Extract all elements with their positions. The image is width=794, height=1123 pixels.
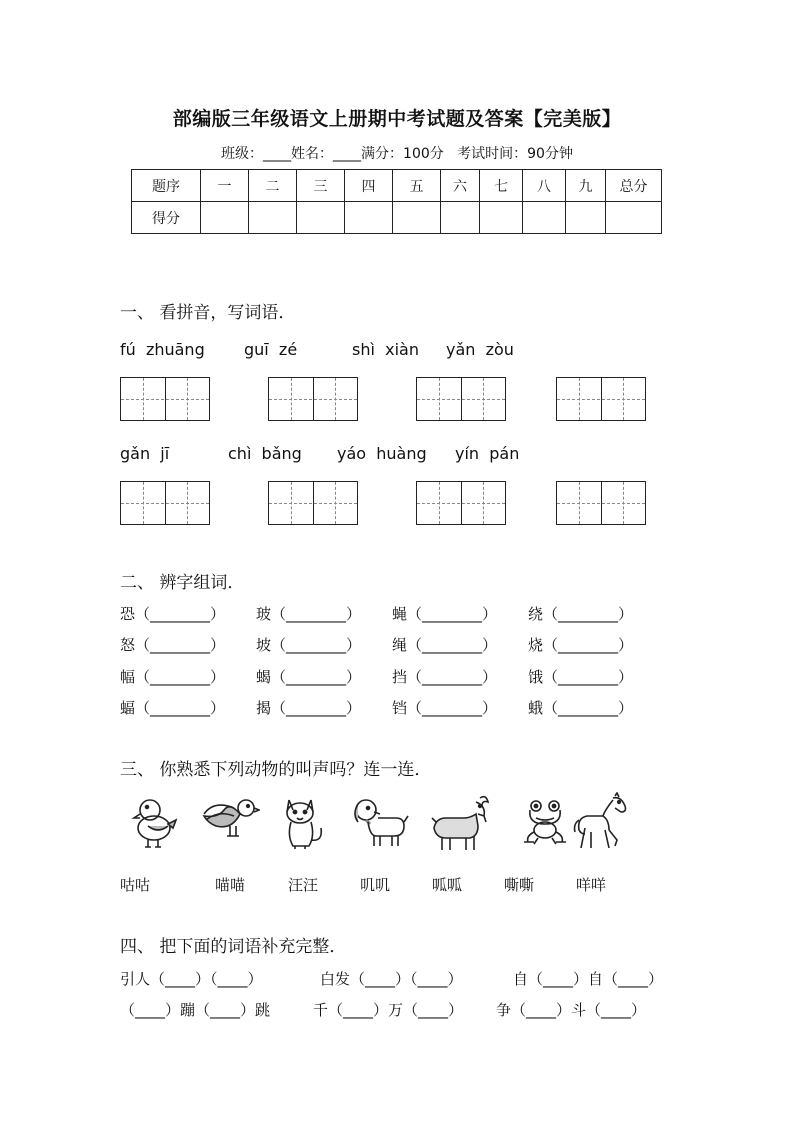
header-cell: 四 xyxy=(345,170,393,202)
score-cell[interactable] xyxy=(606,202,662,234)
bird-icon[interactable] xyxy=(200,796,260,848)
idiom-blank[interactable]: 自（____）自（____） xyxy=(513,970,664,988)
pinyin-label: guī zé xyxy=(244,340,298,359)
horse-icon[interactable] xyxy=(573,792,631,852)
animal-sound[interactable]: 呱呱 xyxy=(432,876,463,894)
header-cell: 二 xyxy=(249,170,297,202)
writing-grid[interactable] xyxy=(556,377,646,421)
word-blank[interactable]: 恐（________） xyxy=(120,605,226,623)
chick-icon[interactable] xyxy=(128,796,180,850)
animal-sound[interactable]: 汪汪 xyxy=(288,876,319,894)
idiom-blank[interactable]: （____）蹦（____）跳 xyxy=(120,1001,271,1019)
header-cell: 六 xyxy=(441,170,480,202)
pinyin-label: yáo huàng xyxy=(337,444,427,463)
word-blank[interactable]: 饿（________） xyxy=(528,668,634,686)
animal-sound[interactable]: 咕咕 xyxy=(120,876,151,894)
score-table-header-row xyxy=(132,170,662,202)
header-cell: 题序 xyxy=(132,170,201,202)
idiom-blank[interactable]: 引人（____）（____） xyxy=(120,970,263,988)
writing-grid[interactable] xyxy=(120,377,210,421)
header-cell: 五 xyxy=(393,170,441,202)
writing-grid[interactable] xyxy=(268,377,358,421)
score-cell[interactable] xyxy=(297,202,345,234)
header-cell: 总分 xyxy=(606,170,662,202)
header-cell: 七 xyxy=(480,170,523,202)
word-blank[interactable]: 怒（________） xyxy=(120,636,226,654)
pinyin-label: shì xiàn xyxy=(352,340,419,359)
word-blank[interactable]: 幅（________） xyxy=(120,668,226,686)
animal-sound[interactable]: 喵喵 xyxy=(215,876,246,894)
pinyin-label: yín pán xyxy=(455,444,520,463)
word-blank[interactable]: 坡（________） xyxy=(256,636,362,654)
word-blank[interactable]: 挡（________） xyxy=(392,668,498,686)
writing-grid[interactable] xyxy=(416,481,506,525)
row-label: 得分 xyxy=(132,202,201,234)
score-cell[interactable] xyxy=(441,202,480,234)
score-cell[interactable] xyxy=(201,202,249,234)
score-table-score-row xyxy=(132,202,662,234)
section-4-title: 四、 把下面的词语补充完整． xyxy=(120,937,347,957)
word-blank[interactable]: 蝎（________） xyxy=(256,668,362,686)
writing-grid[interactable] xyxy=(120,481,210,525)
score-cell[interactable] xyxy=(249,202,297,234)
writing-grid[interactable] xyxy=(416,377,506,421)
word-blank[interactable]: 蝠（________） xyxy=(120,699,226,717)
class-label: 班级：____ xyxy=(221,146,292,162)
header-cell: 八 xyxy=(523,170,566,202)
word-blank[interactable]: 蛾（________） xyxy=(528,699,634,717)
word-blank[interactable]: 揭（________） xyxy=(256,699,362,717)
score-table xyxy=(131,169,662,234)
header-cell: 九 xyxy=(566,170,606,202)
word-blank[interactable]: 烧（________） xyxy=(528,636,634,654)
animal-sound[interactable]: 叽叽 xyxy=(360,876,391,894)
pinyin-label: fú zhuāng xyxy=(120,340,205,359)
word-blank[interactable]: 蝇（________） xyxy=(392,605,498,623)
score-cell[interactable] xyxy=(523,202,566,234)
full-score: 满分：100分 xyxy=(361,146,444,162)
idiom-blank[interactable]: 白发（____）（____） xyxy=(320,970,463,988)
score-cell[interactable] xyxy=(345,202,393,234)
exam-time: 考试时间：90分钟 xyxy=(457,146,573,162)
score-cell[interactable] xyxy=(480,202,523,234)
score-cell[interactable] xyxy=(566,202,606,234)
frog-icon[interactable] xyxy=(522,798,568,848)
animal-sound[interactable]: 嘶嘶 xyxy=(504,876,535,894)
page-title: 部编版三年级语文上册期中考试题及答案【完美版】 xyxy=(172,108,622,130)
word-blank[interactable]: 铛（________） xyxy=(392,699,498,717)
pinyin-label: yǎn zòu xyxy=(446,340,514,359)
pinyin-label: chì bǎng xyxy=(228,444,302,463)
word-blank[interactable]: 绕（________） xyxy=(528,605,634,623)
word-blank[interactable]: 玻（________） xyxy=(256,605,362,623)
dog-icon[interactable] xyxy=(350,796,410,850)
idiom-blank[interactable]: 千（____）万（____） xyxy=(313,1001,464,1019)
section-2-title: 二、 辨字组词． xyxy=(120,573,245,593)
section-1-title: 一、 看拼音，写词语． xyxy=(120,303,296,323)
idiom-blank[interactable]: 争（____）斗（____） xyxy=(496,1001,647,1019)
section-3-title: 三、 你熟悉下列动物的叫声吗？连一连． xyxy=(120,760,432,780)
name-label: 姓名：____ xyxy=(291,146,362,162)
writing-grid[interactable] xyxy=(268,481,358,525)
writing-grid[interactable] xyxy=(556,481,646,525)
exam-info xyxy=(0,143,794,163)
word-blank[interactable]: 绳（________） xyxy=(392,636,498,654)
pinyin-label: gǎn jī xyxy=(120,444,170,463)
goat-icon[interactable] xyxy=(430,792,496,854)
score-cell[interactable] xyxy=(393,202,441,234)
cat-icon[interactable] xyxy=(277,794,327,852)
animal-sound[interactable]: 咩咩 xyxy=(576,876,607,894)
header-cell: 一 xyxy=(201,170,249,202)
header-cell: 三 xyxy=(297,170,345,202)
